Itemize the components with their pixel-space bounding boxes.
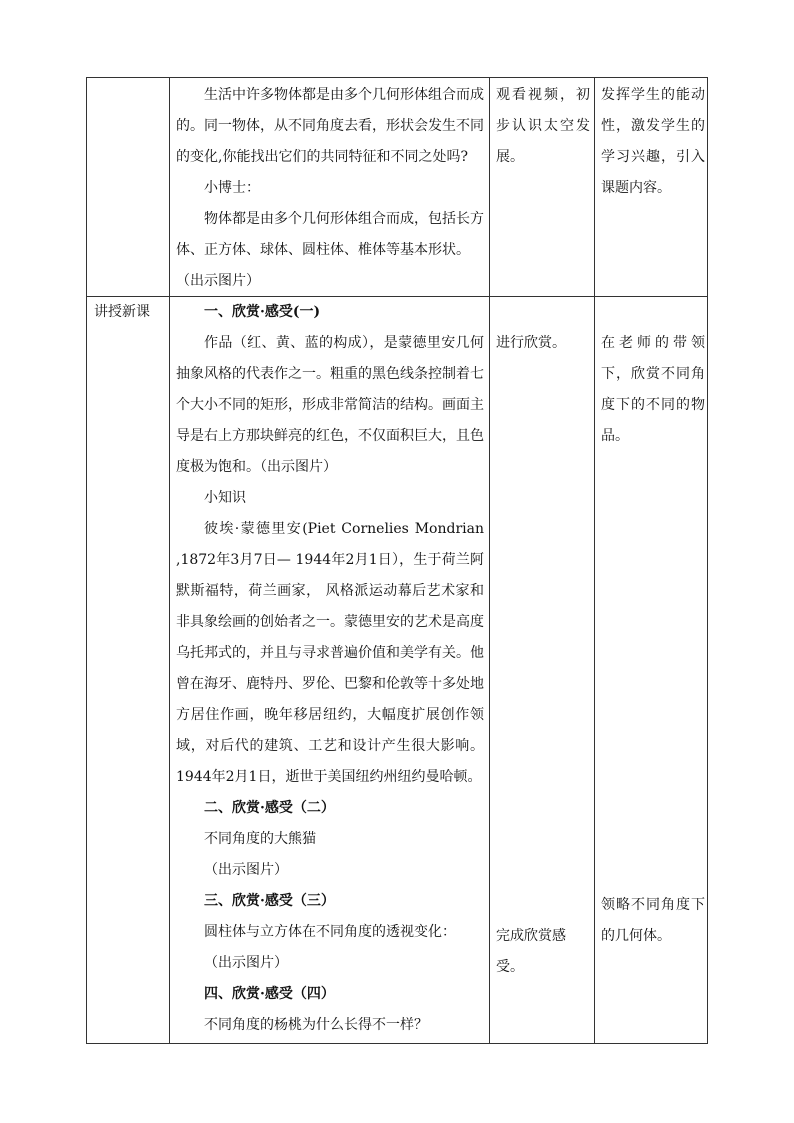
row1-design-intent: 发挥学生的能动性，激发学生的学习兴趣，引入课题内容。 bbox=[601, 87, 705, 196]
column-divider bbox=[489, 78, 490, 1043]
section2-title: 二、欣赏·感受（二） bbox=[204, 800, 335, 816]
row2-design-intent-1: 在老师的带领下，欣赏不同角度下的不同的物品。 bbox=[601, 335, 705, 444]
tip-paragraph: 物体都是由多个几何形体组合而成，包括长方体、正方体、球体、圆柱体、椎体等基本形状。 bbox=[176, 211, 484, 258]
row1-content bbox=[176, 80, 484, 297]
row2-design-intent-2: 领略不同角度下的几何体。 bbox=[601, 897, 705, 944]
knowledge-title: 小知识 bbox=[204, 490, 246, 506]
show-image-note: （出示图片） bbox=[176, 273, 260, 289]
knowledge-text: 彼埃·蒙德里安(Piet Cornelies Mondrian ,1872年3月7日— 1944年2月1日），生于荷兰阿默斯福特，荷兰画家， 风格派运动幕后艺术家和非具象绘画的创始者之一。蒙德里安的艺术是高度乌托邦式的，并且与寻求普遍价值和美学有关。他曾在海牙、鹿特丹、罗伦、巴黎和伦敦等十多处地方居住作画，晚年移居纽约，大幅度扩展创作领域，对后代的建筑、工艺和设计产生很大影响。1944年2月1日，逝世于美国纽约州纽约曼哈顿。 bbox=[176, 521, 484, 785]
column-divider bbox=[594, 78, 595, 1043]
lesson-table bbox=[86, 77, 708, 1044]
section4-title: 四、欣赏·感受（四） bbox=[204, 986, 335, 1002]
section1-text: 作品（红、黄、蓝的构成），是蒙德里安几何抽象风格的代表作之一。粗重的黑色线条控制着七个大小不同的矩形，形成非常简洁的结构。画面主导是右上方那块鲜亮的红色，不仅面积巨大，且色度极为饱和。（出示图片） bbox=[176, 335, 484, 475]
section3-image-note: （出示图片） bbox=[204, 955, 288, 971]
section2-image-note: （出示图片） bbox=[204, 862, 288, 878]
row2-student-activity-2: 完成欣赏感受。 bbox=[496, 928, 566, 975]
row2-student-activity-1: 进行欣赏。 bbox=[496, 335, 566, 351]
row2-stage: 讲授新课 bbox=[94, 304, 150, 320]
section1-title: 一、欣赏·感受(一) bbox=[204, 304, 321, 320]
row2-content bbox=[176, 297, 484, 1041]
intro-paragraph: 生活中许多物体都是由多个几何形体组合而成的。同一物体，从不同角度去看，形状会发生不同的变化,你能找出它们的共同特征和不同之处吗? bbox=[176, 87, 484, 165]
column-divider bbox=[169, 78, 170, 1043]
row1-student-activity: 观看视频，初步认识太空发展。 bbox=[496, 87, 590, 165]
section2-text: 不同角度的大熊猫 bbox=[204, 831, 316, 847]
tip-title: 小博士： bbox=[204, 180, 260, 196]
section3-text: 圆柱体与立方体在不同角度的透视变化： bbox=[204, 924, 456, 940]
section4-text: 不同角度的杨桃为什么长得不一样？ bbox=[204, 1017, 428, 1033]
section3-title: 三、欣赏·感受（三） bbox=[204, 893, 335, 909]
